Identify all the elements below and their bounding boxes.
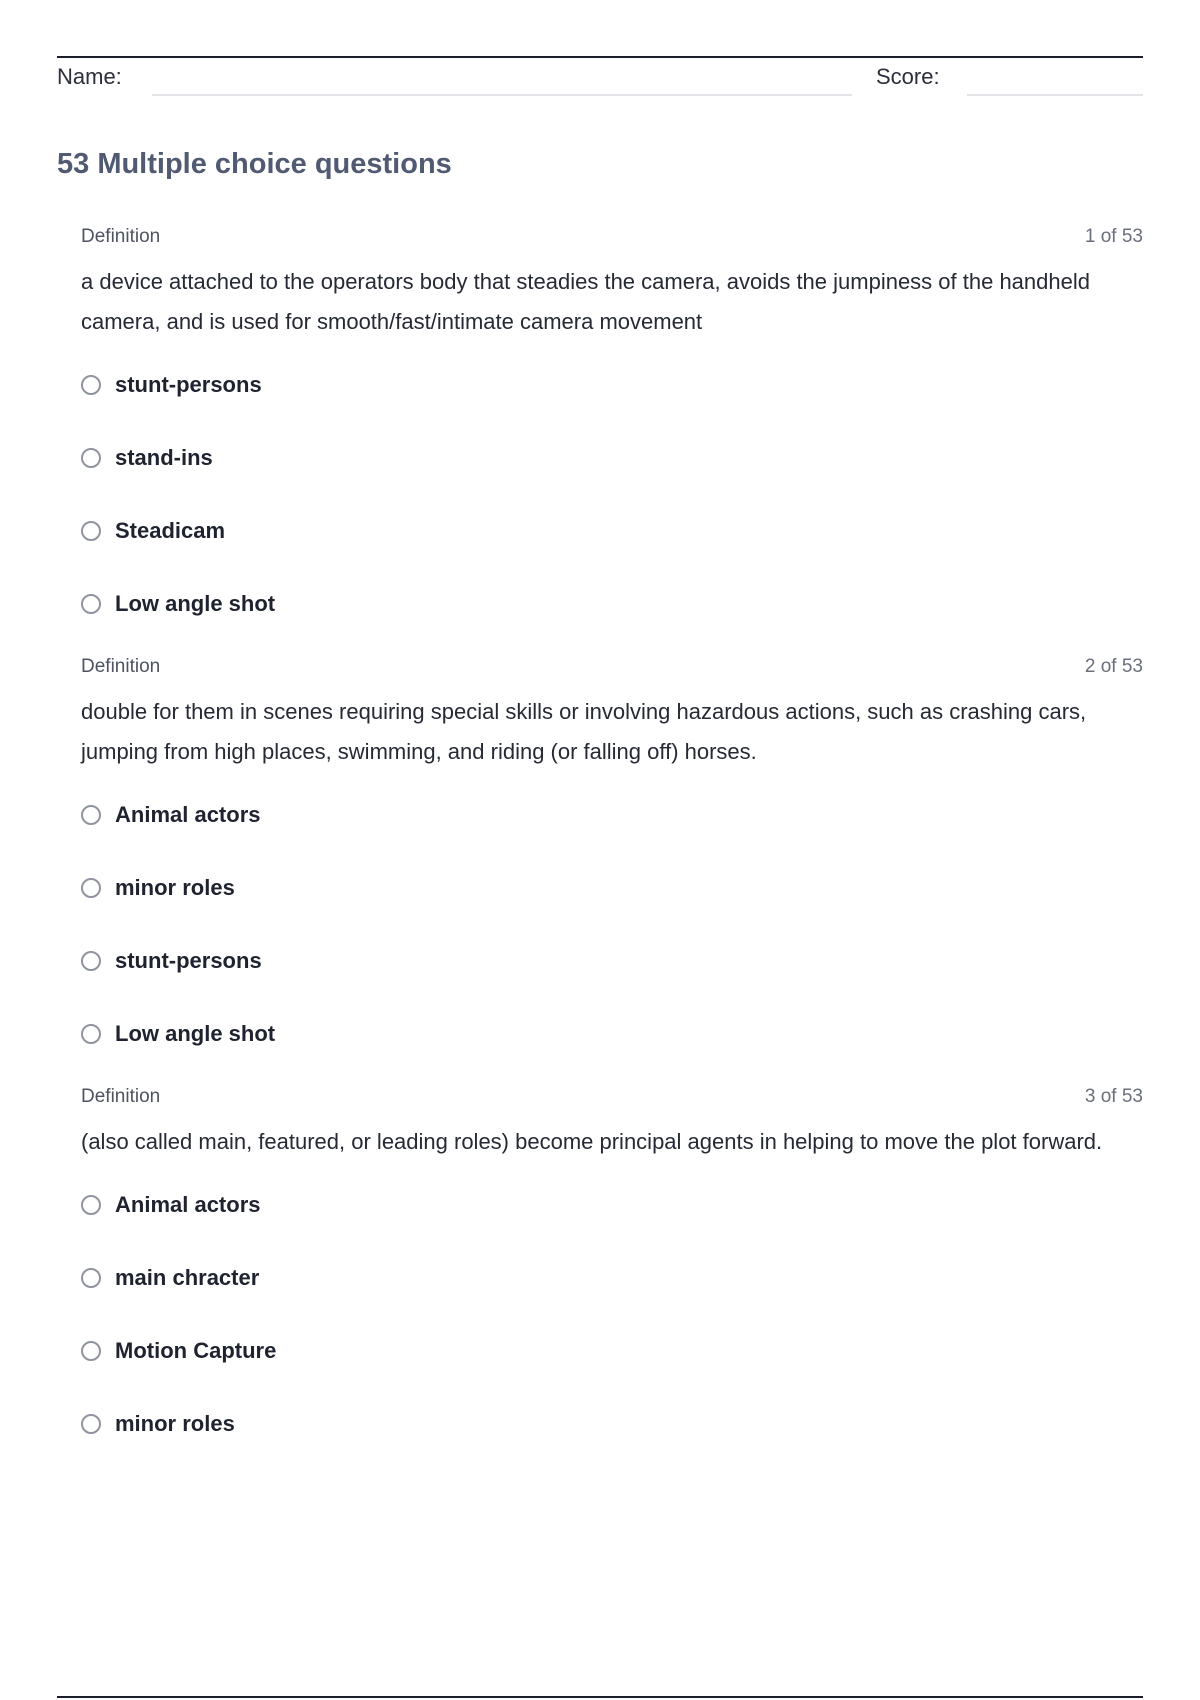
radio-circle-icon[interactable] [81,448,101,468]
answer-option-label: Steadicam [115,518,226,543]
question-meta [81,226,1143,252]
answer-option-label: Motion Capture [115,1338,277,1363]
answer-option[interactable] [81,944,1143,978]
question-counter: 2 of 53 [1084,656,1143,677]
radio-circle-icon[interactable] [81,951,101,971]
question-type: Definition [81,1086,161,1107]
answer-option[interactable] [81,441,1143,475]
top-rule [57,56,1143,58]
question-text: double for them in scenes requiring special skills or involving hazardous actions, such as crashing cars, jumping from high places, swimming, and riding (or falling off) horses. [81,699,1087,764]
radio-circle-icon[interactable] [81,1341,101,1361]
answer-option-label: Low angle shot [115,1021,276,1046]
question-counter: 1 of 53 [1084,226,1143,247]
radio-circle-icon[interactable] [81,1195,101,1215]
question-type: Definition [81,226,161,247]
question-meta [81,1086,1143,1112]
name-input-line[interactable] [152,94,852,96]
radio-circle-icon[interactable] [81,594,101,614]
answer-option-label: minor roles [115,1411,235,1436]
section-title: 53 Multiple choice questions [57,148,452,180]
answer-option[interactable] [81,514,1143,548]
name-label: Name: [57,64,122,89]
answer-option-label: main chracter [115,1265,260,1290]
radio-circle-icon[interactable] [81,1024,101,1044]
answer-option[interactable] [81,587,1143,621]
worksheet-header [57,60,1143,98]
question-text: a device attached to the operators body that steadies the camera, avoids the jumpiness of the handheld camera, and is used for smooth/fast/intimate camera movement [81,269,1090,334]
radio-circle-icon[interactable] [81,521,101,541]
answer-option-label: stunt-persons [115,372,262,397]
answer-options [81,798,1143,1051]
answer-option-label: Animal actors [115,1192,261,1217]
answer-option-label: minor roles [115,875,235,900]
answer-options [81,1188,1143,1441]
question-3 [81,1086,1143,1480]
radio-circle-icon[interactable] [81,878,101,898]
answer-option[interactable] [81,1407,1143,1441]
question-meta [81,656,1143,682]
answer-option[interactable] [81,1188,1143,1222]
radio-circle-icon[interactable] [81,1268,101,1288]
question-type: Definition [81,656,161,677]
radio-circle-icon[interactable] [81,1414,101,1434]
answer-option-label: Low angle shot [115,591,276,616]
answer-option[interactable] [81,1334,1143,1368]
bottom-rule [57,1696,1143,1698]
question-2 [81,656,1143,1090]
score-input-line[interactable] [967,94,1143,96]
answer-option[interactable] [81,871,1143,905]
answer-option[interactable] [81,368,1143,402]
answer-option-label: Animal actors [115,802,261,827]
question-1 [81,226,1143,660]
score-label: Score: [876,64,940,89]
answer-option[interactable] [81,1017,1143,1051]
question-text: (also called main, featured, or leading roles) become principal agents in helping to move the plot forward. [81,1129,1103,1154]
answer-option[interactable] [81,798,1143,832]
question-counter: 3 of 53 [1084,1086,1143,1107]
answer-option[interactable] [81,1261,1143,1295]
answer-option-label: stunt-persons [115,948,262,973]
answer-option-label: stand-ins [115,445,213,470]
radio-circle-icon[interactable] [81,375,101,395]
answer-options [81,368,1143,621]
radio-circle-icon[interactable] [81,805,101,825]
